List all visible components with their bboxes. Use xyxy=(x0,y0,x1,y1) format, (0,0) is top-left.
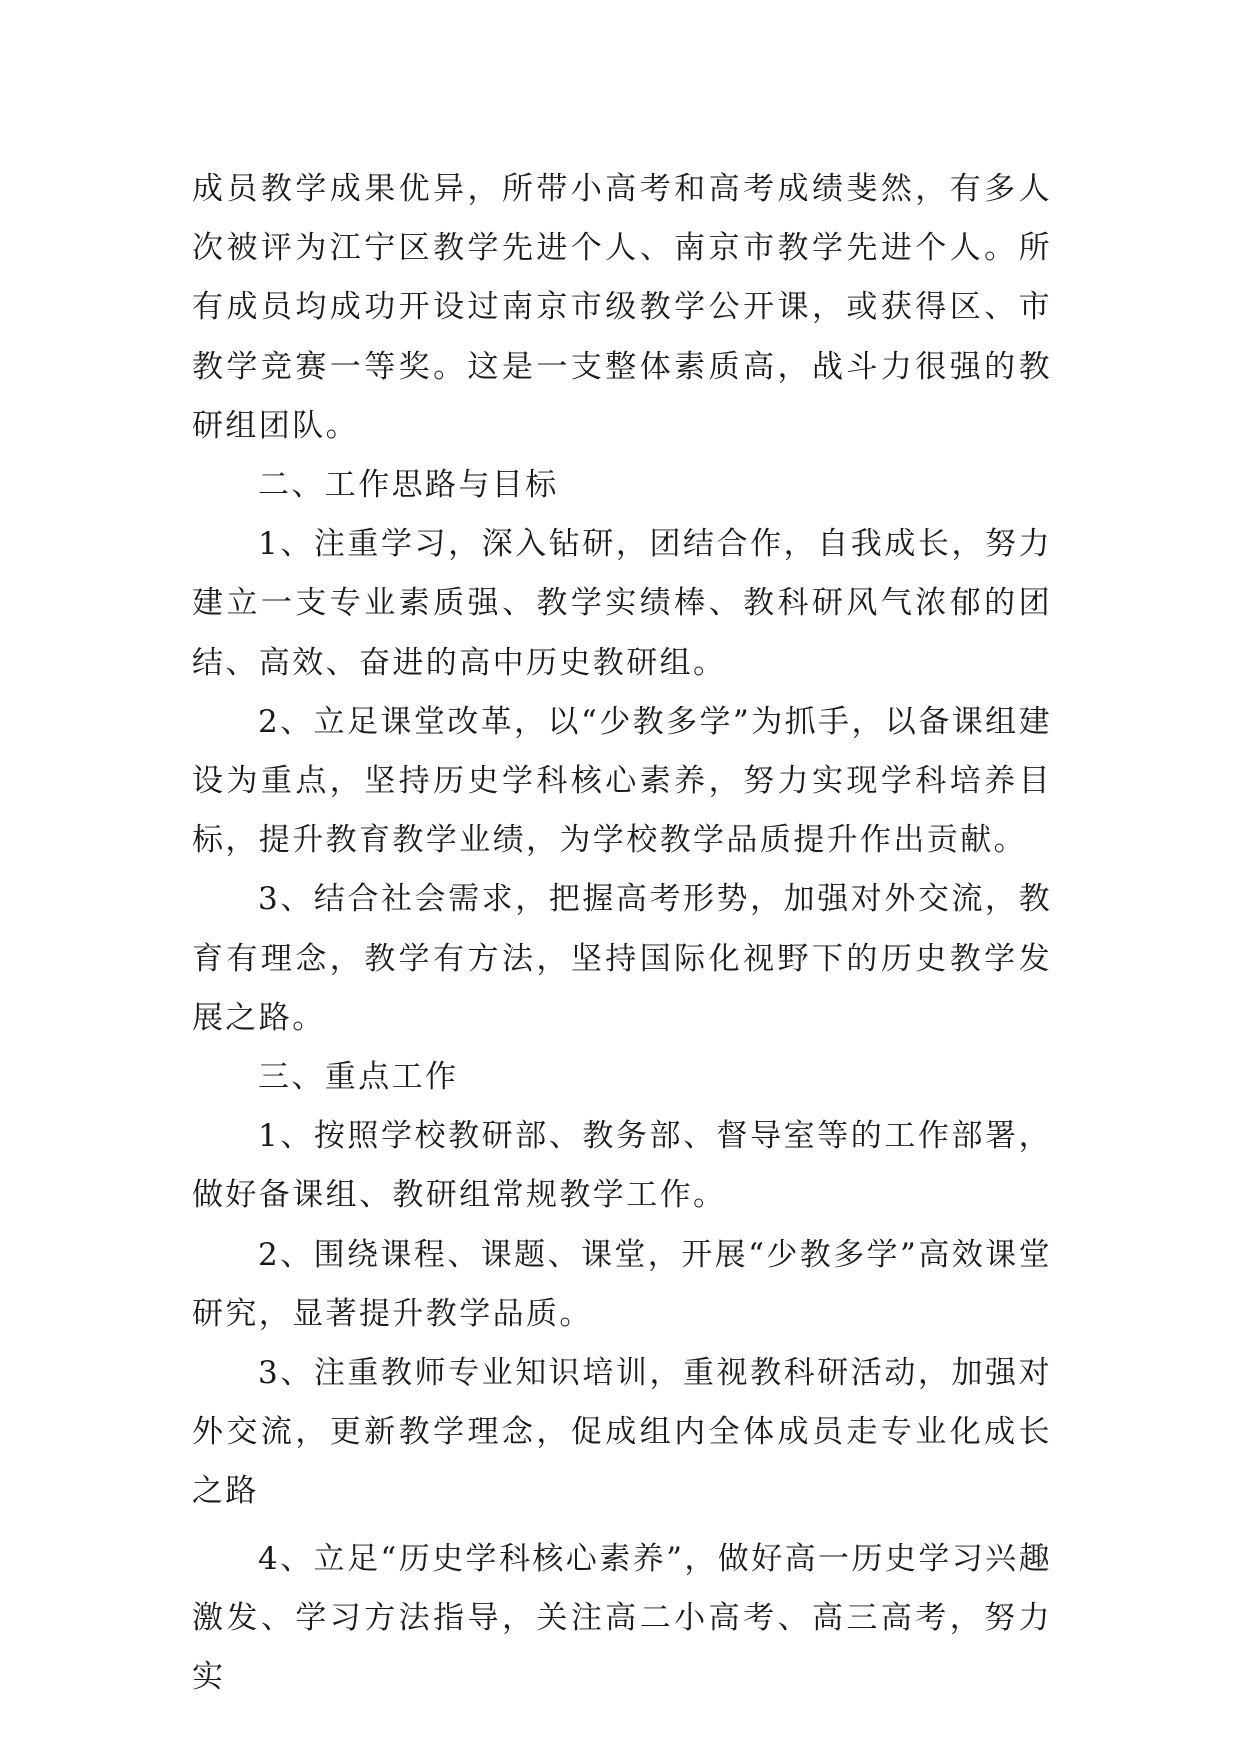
key-work-item-4: 4、立足“历史学科核心素养”，做好高一历史学习兴趣激发、学习方法指导，关注高二小高考、高三高考，努力实 xyxy=(192,1540,1052,1696)
key-work-item-2: 2、围绕课程、课题、课堂，开展“少教多学”高效课堂研究，显著提升教学品质。 xyxy=(192,1236,1052,1332)
goal-item-3: 3、结合社会需求，把握高考形势，加强对外交流，教育有理念，教学有方法，坚持国际化视野下的历史教学发展之路。 xyxy=(192,881,1052,1036)
goal-item-2: 2、立足课堂改革，以“少教多学”为抓手，以备课组建设为重点，坚持历史学科核心素养，努力实现学科培养目标，提升教育教学业绩，为学校教学品质提升作出贡献。 xyxy=(192,703,1052,859)
key-work-item-3: 3、注重教师专业知识培训，重视教科研活动，加强对外交流，更新教学理念，促成组内全体成员走专业化成长之路 xyxy=(192,1355,1052,1510)
section-heading-ideas-goals: 二、工作思路与目标 xyxy=(258,467,559,504)
goal-item-1: 1、注重学习，深入钻研，团结合作，自我成长，努力建立一支专业素质强、教学实绩棒、教科研风气浓郁的团结、高效、奋进的高中历史教研组。 xyxy=(192,526,1052,681)
key-work-item-1: 1、按照学校教研部、教务部、督导室等的工作部署，做好备课组、教研组常规教学工作。 xyxy=(192,1118,1052,1214)
paragraph-team-summary: 成员教学成果优异，所带小高考和高考成绩斐然，有多人次被评为江宁区教学先进个人、南京市教学先进个人。所有成员均成功开设过南京市级教学公开课，或获得区、市教学竞赛一等奖。这是一支整体素质高，战斗力很强的教研组团队。 xyxy=(192,171,1052,444)
section-heading-key-work: 三、重点工作 xyxy=(258,1059,459,1096)
document-body xyxy=(192,160,1052,1707)
